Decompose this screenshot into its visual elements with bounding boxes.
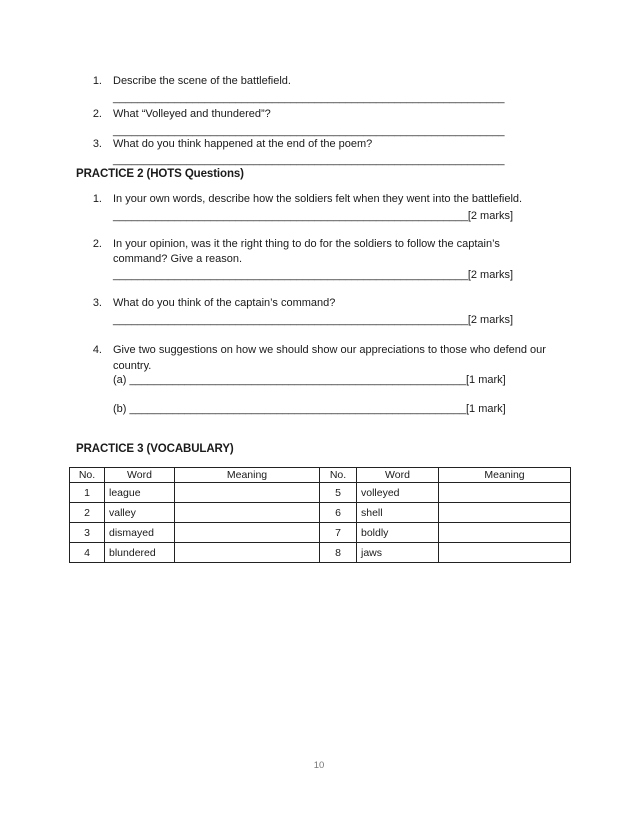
answer-line: __________________________________________________________[2 marks]: [113, 269, 514, 281]
meaning-cell[interactable]: [175, 523, 320, 543]
meaning-cell[interactable]: [439, 523, 571, 543]
meaning-cell[interactable]: [175, 483, 320, 503]
row-number: 1: [70, 483, 105, 503]
row-number: 5: [320, 483, 357, 503]
row-number: 6: [320, 503, 357, 523]
column-header-no: No.: [320, 468, 357, 483]
answer-line: ________________________________________________________________: [113, 125, 505, 137]
meaning-cell[interactable]: [439, 483, 571, 503]
question-text: Give two suggestions on how we should show our appreciations to those who defend our: [113, 344, 546, 356]
row-number: 3: [70, 523, 105, 543]
answer-line: __________________________________________________________[2 marks]: [113, 210, 514, 222]
question-number: 3.: [92, 297, 102, 309]
question-number: 1.: [92, 75, 102, 87]
table-row: [70, 483, 571, 503]
vocab-word: blundered: [105, 543, 175, 563]
practice2-heading: PRACTICE 2 (HOTS Questions): [76, 168, 244, 180]
answer-line: __________________________________________________________[2 marks]: [113, 314, 514, 326]
question-number: 1.: [92, 193, 102, 205]
column-header-meaning: Meaning: [175, 468, 320, 483]
column-header-word: Word: [357, 468, 439, 483]
meaning-cell[interactable]: [175, 503, 320, 523]
question-text-continued: country.: [113, 360, 152, 372]
question-text: What do you think of the captain’s command?: [113, 297, 336, 309]
row-number: 8: [320, 543, 357, 563]
table-row: [70, 523, 571, 543]
question-number: 4.: [92, 344, 102, 356]
table-row: [70, 543, 571, 563]
question-number: 2.: [92, 238, 102, 250]
question-number: 3.: [92, 138, 102, 150]
answer-line-b: (b) _______________________________________________________[1 mark]: [113, 403, 506, 415]
answer-line: ________________________________________________________________: [113, 154, 505, 166]
table-row: [70, 503, 571, 523]
vocabulary-table: [69, 467, 571, 563]
practice3-heading: PRACTICE 3 (VOCABULARY): [76, 443, 234, 455]
row-number: 2: [70, 503, 105, 523]
page-number: 10: [313, 760, 325, 771]
question-number: 2.: [92, 108, 102, 120]
question-text: Describe the scene of the battlefield.: [113, 75, 291, 87]
answer-line: ________________________________________________________________: [113, 92, 505, 104]
meaning-cell[interactable]: [439, 503, 571, 523]
question-text: What “Volleyed and thundered”?: [113, 108, 271, 120]
table-header-row: [70, 468, 571, 483]
vocab-word: league: [105, 483, 175, 503]
vocab-word: jaws: [357, 543, 439, 563]
vocab-word: shell: [357, 503, 439, 523]
vocab-word: dismayed: [105, 523, 175, 543]
row-number: 4: [70, 543, 105, 563]
question-text: In your opinion, was it the right thing to do for the soldiers to follow the captain’s: [113, 238, 500, 250]
column-header-word: Word: [105, 468, 175, 483]
meaning-cell[interactable]: [175, 543, 320, 563]
question-text: What do you think happened at the end of the poem?: [113, 138, 373, 150]
row-number: 7: [320, 523, 357, 543]
answer-line-a: (a) _______________________________________________________[1 mark]: [113, 374, 506, 386]
question-text-continued: command? Give a reason.: [113, 253, 243, 265]
column-header-no: No.: [70, 468, 105, 483]
vocab-word: volleyed: [357, 483, 439, 503]
vocab-word: boldly: [357, 523, 439, 543]
meaning-cell[interactable]: [439, 543, 571, 563]
column-header-meaning: Meaning: [439, 468, 571, 483]
question-text: In your own words, describe how the soldiers felt when they went into the battlefield.: [113, 193, 523, 205]
vocab-word: valley: [105, 503, 175, 523]
